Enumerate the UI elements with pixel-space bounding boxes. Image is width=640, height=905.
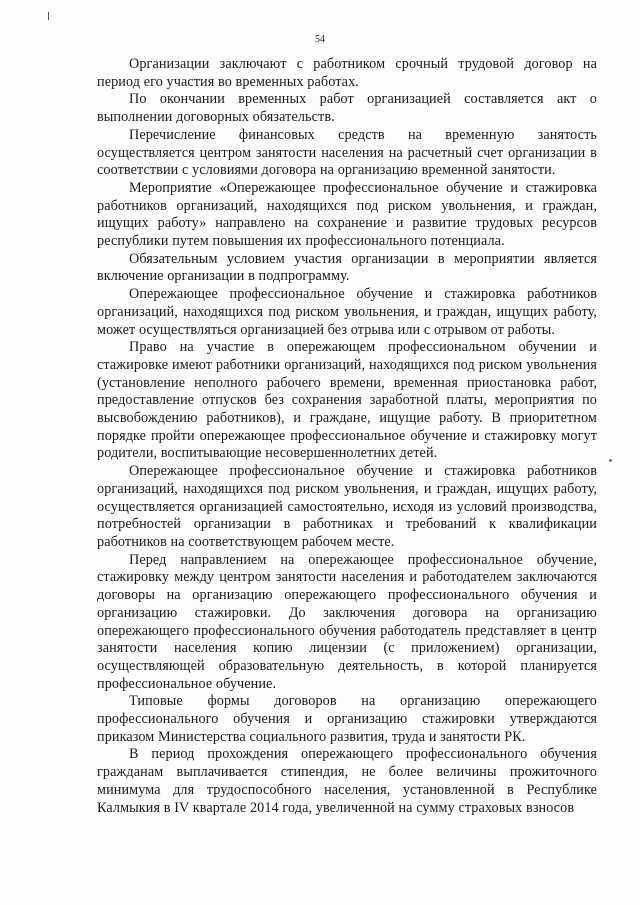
body-text [97,56,597,817]
paragraph-6: Опережающее профессиональное обучение и стажировка работников организаций, находящихся под риском увольнения, и граждан, ищущих работу, может осуществляться организацией без отрыва или с отрывом от работы. [97,286,597,338]
page-number: 54 [315,34,325,45]
paragraph-8: Опережающее профессиональное обучение и стажировка работников организаций, находящихся под риском увольнения, и граждан, ищущих работу, осуществляется организацией самостоятельно, исходя из условий производства, потребностей организации в работниках и требований к квалификации работников на соответствующем рабочем месте. [97,463,597,550]
margin-dot [609,459,612,462]
paragraph-5: Обязательным условием участия организации в мероприятии является включение организации в подпрограмму. [97,250,597,285]
paragraph-4: Мероприятие «Опережающее профессиональное обучение и стажировка работников организаций, находящихся под риском увольнения, и граждан, ищущих работу» направлено на сохранение и развитие трудовых ресурсов республики путем повышения их профессионального потенциала. [97,179,597,250]
paragraph-10: Типовые формы договоров на организацию опережающего профессионального обучения и организацию стажировки утверждаются приказом Министерства социального развития, труда и занятости РК. [97,693,597,745]
paragraph-11: В период прохождения опережающего профессионального обучения гражданам выплачивается стипендия, не более величины прожиточного минимума для трудоспособного населения, установленной в Республике Калмыкия в IV квартале 2014 года, увеличенной на сумму страховых взносов [97,746,597,816]
paragraph-2: По окончании временных работ организацией составляется акт о выполнении договорных обязательств. [97,91,597,126]
paragraph-1: Организации заключают с работником срочный трудовой договор на период его участия во временных работах. [97,56,597,90]
paragraph-9: Перед направлением на опережающее профессиональное обучение, стажировку между центром занятости населения и работодателем заключаются договоры на организацию опережающего профессионального обучения и организацию стажировки. До заключения договора на организацию опережающего профессионального обучения работодатель представляет в центр занятости населения копию лицензии (с приложением) организации, осуществляющей образовательную деятельность, в которой планируется профессиональное обучение. [97,551,597,692]
scan-mark [48,12,49,20]
paragraph-7: Право на участие в опережающем профессиональном обучении и стажировке имеют работники организаций, находящихся под риском увольнения (установление неполного рабочего времени, временная приостановка работ, предоставление отпусков без сохранения заработной платы, мероприятия по высвобождению работников), и граждане, ищущие работу. В приоритетном порядке пройти опережающее профессиональное обучение и стажировку могут родители, воспитывающие несовершеннолетних детей. [97,339,597,462]
paragraph-3: Перечисление финансовых средств на временную занятость осуществляется центром занятости населения на расчетный счет организации в соответствии с условиями договора на организацию временной занятости. [97,126,597,179]
